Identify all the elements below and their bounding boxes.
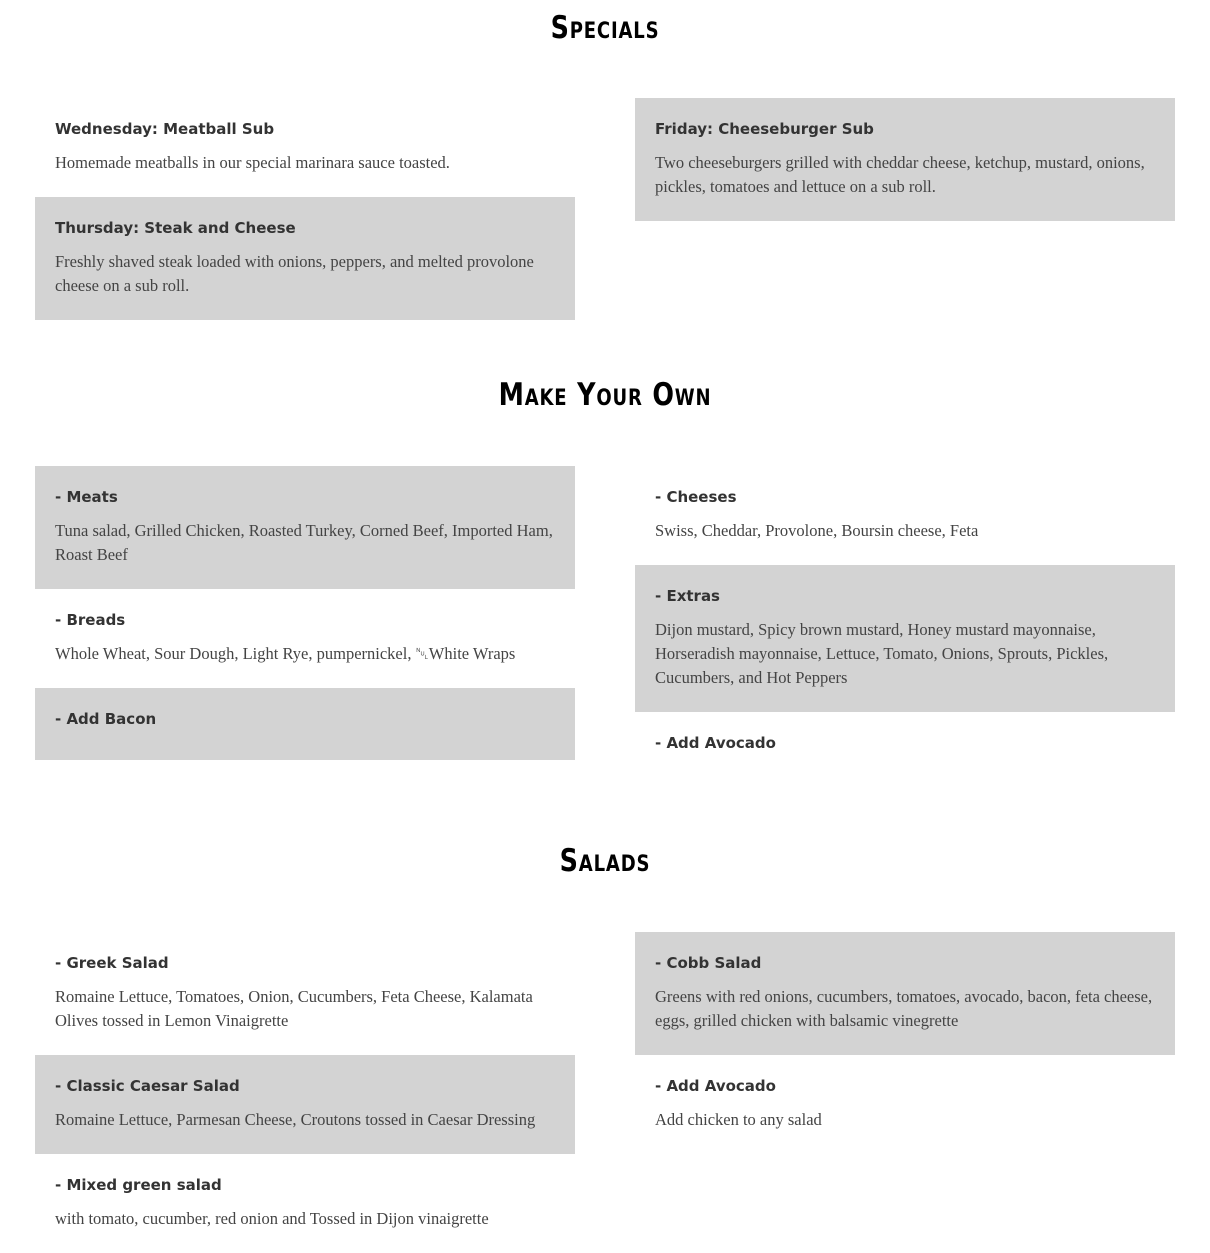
salads-left-column	[35, 932, 575, 1253]
menu-item-meats	[35, 466, 575, 589]
menu-item-salad-add-avocado	[635, 1055, 1175, 1154]
make-your-own-heading: Make Your Own	[498, 377, 712, 413]
item-description: Add chicken to any salad	[655, 1110, 822, 1129]
item-description: Dijon mustard, Spicy brown mustard, Honey mustard mayonnaise, Horseradish mayonnaise, Lettuce, Tomato, Onions, Sprouts, Pickles, Cucumbers, and Hot Peppers	[655, 620, 1109, 687]
item-title: - Add Avocado	[655, 1077, 776, 1095]
item-title: Thursday: Steak and Cheese	[55, 219, 296, 237]
specials-left-column	[35, 98, 575, 320]
item-title: - Breads	[55, 611, 126, 629]
menu-item-add-bacon	[35, 688, 575, 760]
salads-heading: Salads	[559, 843, 651, 879]
item-description: Swiss, Cheddar, Provolone, Boursin cheese, Feta	[655, 521, 979, 540]
item-title: - Meats	[55, 488, 118, 506]
item-title: - Add Avocado	[655, 734, 776, 752]
item-title: - Classic Caesar Salad	[55, 1077, 240, 1095]
menu-item-breads	[35, 589, 575, 688]
item-title: - Greek Salad	[55, 954, 169, 972]
item-description: Freshly shaved steak loaded with onions, peppers, and melted provolone cheese on a sub roll.	[55, 252, 534, 295]
make-your-own-left-column	[35, 466, 575, 760]
item-description: Whole Wheat, Sour Dough, Light Rye, pumpernickel, ␀White Wraps	[55, 644, 516, 663]
menu-item-cobb-salad	[635, 932, 1175, 1055]
specials-heading: Specials	[550, 10, 660, 46]
menu-item-greek-salad	[35, 932, 575, 1055]
menu-item-friday	[635, 98, 1175, 221]
item-description: Tuna salad, Grilled Chicken, Roasted Turkey, Corned Beef, Imported Ham, Roast Beef	[55, 521, 553, 564]
item-description: Homemade meatballs in our special marinara sauce toasted.	[55, 153, 450, 172]
item-title: - Extras	[655, 587, 720, 605]
specials-right-column	[635, 98, 1175, 221]
menu-item-caesar-salad	[35, 1055, 575, 1154]
menu-item-cheeses	[635, 466, 1175, 565]
menu-item-wednesday	[35, 98, 575, 197]
menu-item-add-avocado	[635, 712, 1175, 776]
salads-right-column	[635, 932, 1175, 1154]
item-description: Romaine Lettuce, Tomatoes, Onion, Cucumbers, Feta Cheese, Kalamata Olives tossed in Lemon Vinaigrette	[55, 987, 533, 1030]
menu-item-extras	[635, 565, 1175, 712]
menu-item-thursday	[35, 197, 575, 320]
item-title: - Cheeses	[655, 488, 737, 506]
item-title: Friday: Cheeseburger Sub	[655, 120, 874, 138]
item-title: - Cobb Salad	[655, 954, 762, 972]
menu-item-mixed-green-salad	[35, 1154, 575, 1253]
item-description: with tomato, cucumber, red onion and Tossed in Dijon vinaigrette	[55, 1209, 489, 1228]
item-title: Wednesday: Meatball Sub	[55, 120, 275, 138]
make-your-own-right-column	[635, 466, 1175, 776]
item-description: Two cheeseburgers grilled with cheddar cheese, ketchup, mustard, onions, pickles, tomatoes and lettuce on a sub roll.	[655, 153, 1145, 196]
item-description: Greens with red onions, cucumbers, tomatoes, avocado, bacon, feta cheese, eggs, grilled chicken with balsamic vinegrette	[655, 987, 1153, 1030]
item-title: - Mixed green salad	[55, 1176, 222, 1194]
item-title: - Add Bacon	[55, 710, 157, 728]
item-description: Romaine Lettuce, Parmesan Cheese, Croutons tossed in Caesar Dressing	[55, 1110, 536, 1129]
